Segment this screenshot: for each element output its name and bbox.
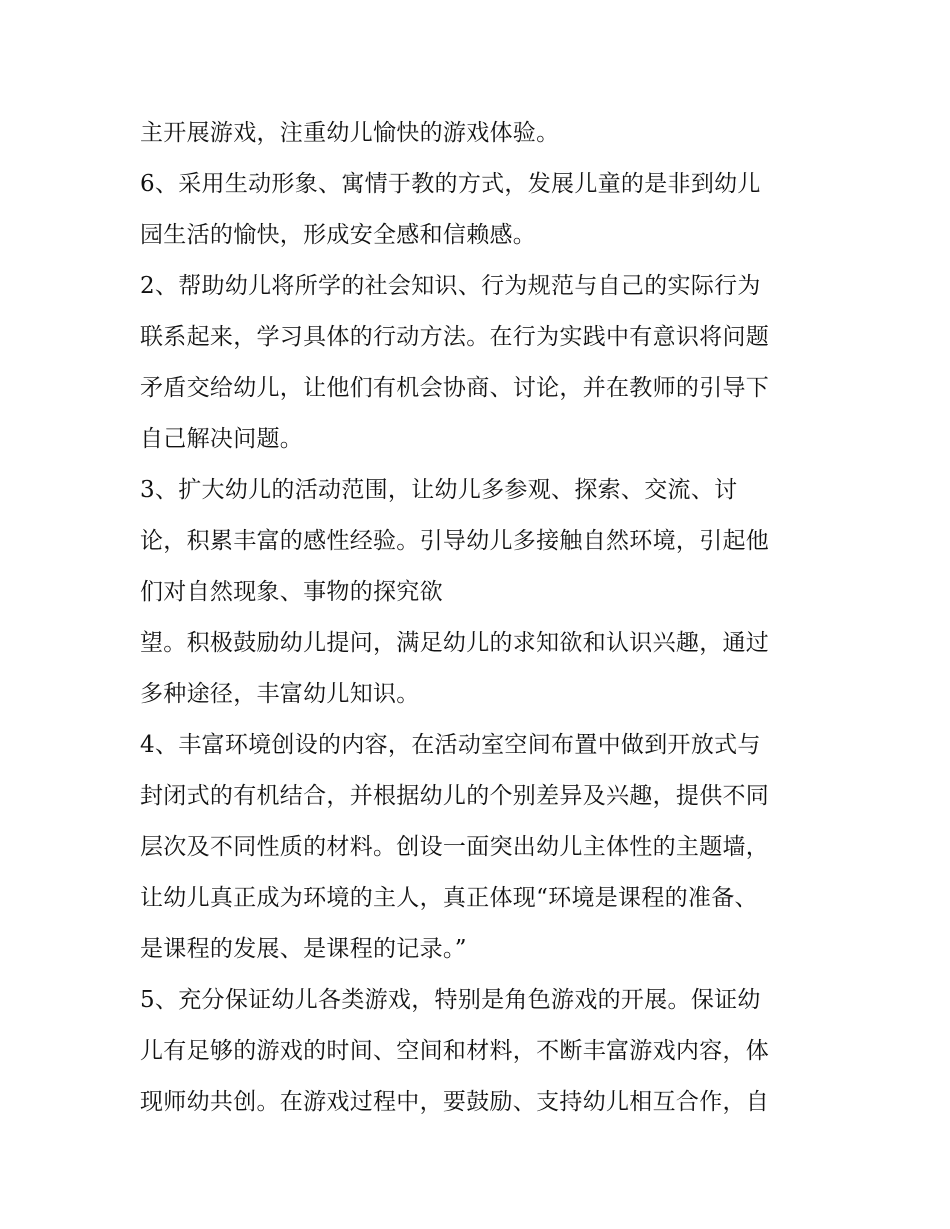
text-line: 2、帮助幼儿将所学的社会知识、行为规范与自己的实际行为 <box>140 273 761 299</box>
text-line: 矛盾交给幼儿，让他们有机会协商、讨论，并在教师的引导下 <box>140 375 770 401</box>
text-line: 现师幼共创。在游戏过程中，要鼓励、支持幼儿相互合作，自 <box>140 1089 770 1115</box>
text-line: 6、采用生动形象、寓情于教的方式，发展儿童的是非到幼儿 <box>140 171 761 197</box>
text-line: 自己解决问题。 <box>140 426 304 452</box>
document-body <box>140 108 830 1128</box>
text-line: 联系起来，学习具体的行动方法。在行为实践中有意识将问题 <box>140 324 770 350</box>
text-line: 主开展游戏，注重幼儿愉快的游戏体验。 <box>140 120 560 146</box>
text-line: 层次及不同性质的材料。创设一面突出幼儿主体性的主题墙， <box>140 834 770 860</box>
text-line: 论，积累丰富的感性经验。引导幼儿多接触自然环境，引起他 <box>140 528 770 554</box>
text-line: 让幼儿真正成为环境的主人，真正体现“环境是课程的准备、 <box>140 885 758 911</box>
text-line: 3、扩大幼儿的活动范围，让幼儿多参观、探索、交流、讨 <box>140 477 738 503</box>
text-line: 多种途径，丰富幼儿知识。 <box>140 681 420 707</box>
text-line: 5、充分保证幼儿各类游戏，特别是角色游戏的开展。保证幼 <box>140 987 761 1013</box>
text-line: 园生活的愉快，形成安全感和信赖感。 <box>140 222 537 248</box>
text-line: 4、丰富环境创设的内容，在活动室空间布置中做到开放式与 <box>140 732 761 758</box>
text-line: 们对自然现象、事物的探究欲 <box>140 579 443 605</box>
text-line: 望。积极鼓励幼儿提问，满足幼儿的求知欲和认识兴趣，通过 <box>140 630 770 656</box>
text-line: 儿有足够的游戏的时间、空间和材料，不断丰富游戏内容，体 <box>140 1038 770 1064</box>
text-line: 封闭式的有机结合，并根据幼儿的个别差异及兴趣，提供不同 <box>140 783 770 809</box>
text-line: 是课程的发展、是课程的记录。” <box>140 936 467 962</box>
